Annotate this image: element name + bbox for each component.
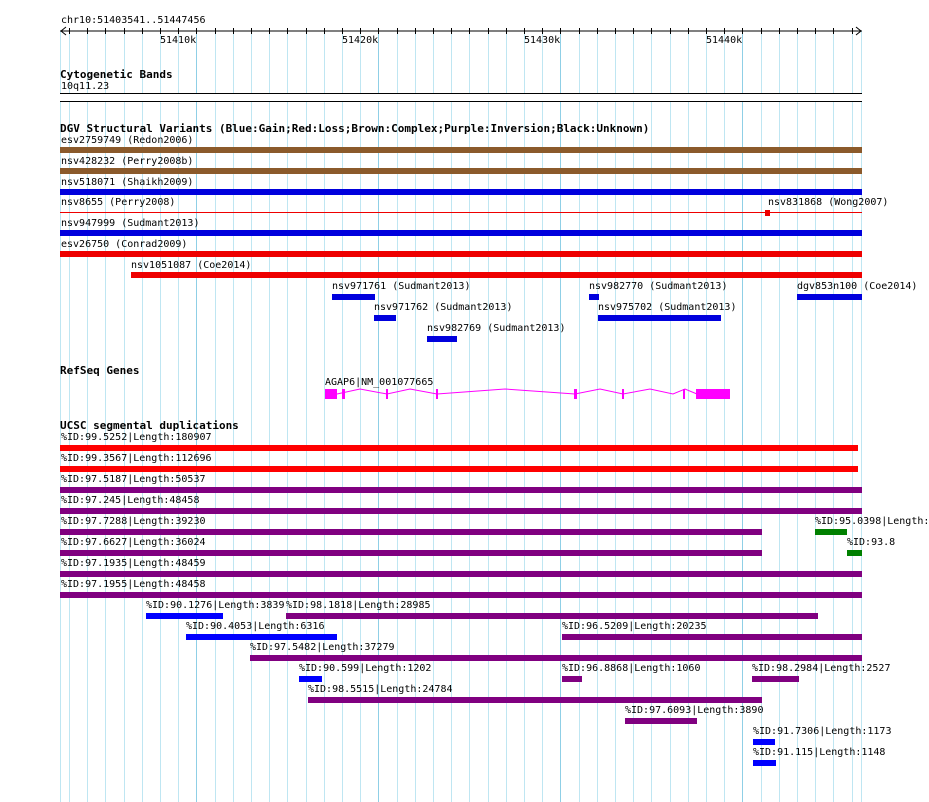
segdup-feature-bar[interactable] bbox=[308, 697, 762, 703]
segdup-feature-bar[interactable] bbox=[753, 760, 776, 766]
segdup-feature-bar[interactable] bbox=[562, 676, 582, 682]
segdup-feature-bar[interactable] bbox=[753, 739, 775, 745]
ruler[interactable] bbox=[0, 25, 890, 37]
dgv-feature-label: esv26750 (Conrad2009) bbox=[61, 239, 188, 250]
ruler-tick-label: 51440k bbox=[706, 35, 743, 46]
segdup-feature-bar[interactable] bbox=[60, 550, 762, 556]
segdup-feature-bar[interactable] bbox=[562, 634, 862, 640]
cytoband-label: 10q11.23 bbox=[61, 81, 110, 92]
dgv-feature-bar[interactable] bbox=[374, 315, 396, 321]
dgv-feature-bar[interactable] bbox=[131, 272, 862, 278]
gene-intron-line bbox=[337, 389, 697, 394]
segdup-feature-label: %ID:97.1935|Length:48459 bbox=[61, 558, 206, 569]
segdup-feature-label: %ID:97.7288|Length:39230 bbox=[61, 516, 206, 527]
segdup-feature-label: %ID:97.6627|Length:36024 bbox=[61, 537, 206, 548]
ruler-tick-label: 51430k bbox=[524, 35, 561, 46]
dgv-feature-bar[interactable] bbox=[589, 294, 599, 300]
segdup-feature-label: %ID:99.5252|Length:180907 bbox=[61, 432, 212, 443]
segdup-feature-label: %ID:90.1276|Length:3839 bbox=[146, 600, 285, 611]
segdup-feature-bar[interactable] bbox=[60, 592, 862, 598]
segdup-feature-bar[interactable] bbox=[815, 529, 847, 535]
segdup-feature-label: %ID:97.1955|Length:48458 bbox=[61, 579, 206, 590]
gene-model-agap6[interactable] bbox=[0, 386, 890, 402]
dgv-feature-label: nsv982770 (Sudmant2013) bbox=[589, 281, 728, 292]
dgv-feature-label: nsv971762 (Sudmant2013) bbox=[374, 302, 513, 313]
segdup-feature-bar[interactable] bbox=[752, 676, 799, 682]
dgv-feature-label: nsv982769 (Sudmant2013) bbox=[427, 323, 566, 334]
location-label: chr10:51403541..51447456 bbox=[61, 15, 206, 26]
segdup-feature-label: %ID:97.5187|Length:50537 bbox=[61, 474, 206, 485]
dgv-feature-bar[interactable] bbox=[60, 147, 862, 153]
segdup-feature-bar[interactable] bbox=[286, 613, 818, 619]
dgv-feature-label: nsv428232 (Perry2008b) bbox=[61, 156, 194, 167]
segdup-feature-label: %ID:96.5209|Length:20235 bbox=[562, 621, 707, 632]
segdup-feature-label: %ID:91.7306|Length:1173 bbox=[753, 726, 892, 737]
segdup-feature-bar[interactable] bbox=[60, 466, 858, 472]
segdup-feature-label: %ID:97.245|Length:48458 bbox=[61, 495, 200, 506]
ruler-tick-label: 51420k bbox=[342, 35, 379, 46]
cytobands-track-title: Cytogenetic Bands bbox=[60, 68, 173, 81]
segdup-feature-label: %ID:98.2984|Length:2527 bbox=[752, 663, 891, 674]
dgv-feature-label: nsv8655 (Perry2008) bbox=[61, 197, 176, 208]
dgv-feature-label: nsv518071 (Shaikh2009) bbox=[61, 177, 194, 188]
segdup-feature-bar[interactable] bbox=[60, 487, 862, 493]
dgv-feature-bar[interactable] bbox=[598, 315, 721, 321]
dgv-feature-bar[interactable] bbox=[60, 230, 862, 236]
segdup-feature-label: %ID:95.0398|Length: bbox=[815, 516, 929, 527]
dgv-feature-bar[interactable] bbox=[60, 251, 862, 257]
gene-exon bbox=[683, 389, 685, 399]
segdup-feature-bar[interactable] bbox=[60, 571, 862, 577]
segdup-feature-label: %ID:96.8868|Length:1060 bbox=[562, 663, 701, 674]
dgv-feature-bar[interactable] bbox=[797, 294, 862, 300]
segdup-feature-bar[interactable] bbox=[186, 634, 337, 640]
segdup-feature-label: %ID:99.3567|Length:112696 bbox=[61, 453, 212, 464]
cytoband-feature[interactable] bbox=[60, 93, 862, 102]
segdup-feature-label: %ID:97.5482|Length:37279 bbox=[250, 642, 395, 653]
dgv-feature-label: esv2759749 (Redon2006) bbox=[61, 135, 194, 146]
segdup-feature-bar[interactable] bbox=[299, 676, 322, 682]
gene-label: AGAP6|NM_001077665 bbox=[325, 377, 434, 388]
dgv-feature-bar[interactable] bbox=[332, 294, 375, 300]
dgv-feature-bar[interactable] bbox=[765, 210, 770, 216]
dgv-feature-bar[interactable] bbox=[60, 189, 862, 195]
dgv-feature-bar[interactable] bbox=[427, 336, 457, 342]
segdup-feature-label: %ID:90.4053|Length:6316 bbox=[186, 621, 325, 632]
segdup-feature-bar[interactable] bbox=[625, 718, 697, 724]
dgv-feature-label: nsv975702 (Sudmant2013) bbox=[598, 302, 737, 313]
segdup-feature-bar[interactable] bbox=[847, 550, 862, 556]
gene-exon bbox=[622, 389, 624, 399]
segdup-feature-bar[interactable] bbox=[60, 508, 862, 514]
segdup-feature-bar[interactable] bbox=[146, 613, 223, 619]
segdup-feature-label: %ID:91.115|Length:1148 bbox=[753, 747, 886, 758]
dgv-feature-label: nsv1051087 (Coe2014) bbox=[131, 260, 252, 271]
refseq-track-title: RefSeq Genes bbox=[60, 364, 140, 377]
segdup-feature-bar[interactable] bbox=[250, 655, 862, 661]
segdup-feature-label: %ID:98.5515|Length:24784 bbox=[308, 684, 453, 695]
dgv-feature-label: nsv831868 (Wong2007) bbox=[768, 197, 889, 208]
segdup-track-title: UCSC segmental duplications bbox=[60, 419, 239, 432]
dgv-feature-label: dgv853n100 (Coe2014) bbox=[797, 281, 918, 292]
dgv-feature-label: nsv971761 (Sudmant2013) bbox=[332, 281, 471, 292]
segdup-feature-label: %ID:90.599|Length:1202 bbox=[299, 663, 432, 674]
gene-exon bbox=[386, 389, 388, 399]
segdup-feature-label: %ID:98.1818|Length:28985 bbox=[286, 600, 431, 611]
gene-exon bbox=[325, 389, 337, 399]
dgv-feature-bar[interactable] bbox=[60, 168, 862, 174]
gene-exon bbox=[574, 389, 577, 399]
gene-exon bbox=[436, 389, 438, 399]
dgv-feature-bar[interactable] bbox=[60, 212, 862, 213]
dgv-track-title: DGV Structural Variants (Blue:Gain;Red:Loss;Brown:Complex;Purple:Inversion;Black:Unknown) bbox=[60, 122, 650, 135]
dgv-feature-label: nsv947999 (Sudmant2013) bbox=[61, 218, 200, 229]
segdup-feature-label: %ID:97.6093|Length:3890 bbox=[625, 705, 764, 716]
ruler-tick-label: 51410k bbox=[160, 35, 197, 46]
segdup-feature-bar[interactable] bbox=[60, 529, 762, 535]
segdup-feature-label: %ID:93.8 bbox=[847, 537, 896, 548]
gene-exon bbox=[696, 389, 730, 399]
segdup-feature-bar[interactable] bbox=[60, 445, 858, 451]
gene-exon bbox=[342, 389, 345, 399]
